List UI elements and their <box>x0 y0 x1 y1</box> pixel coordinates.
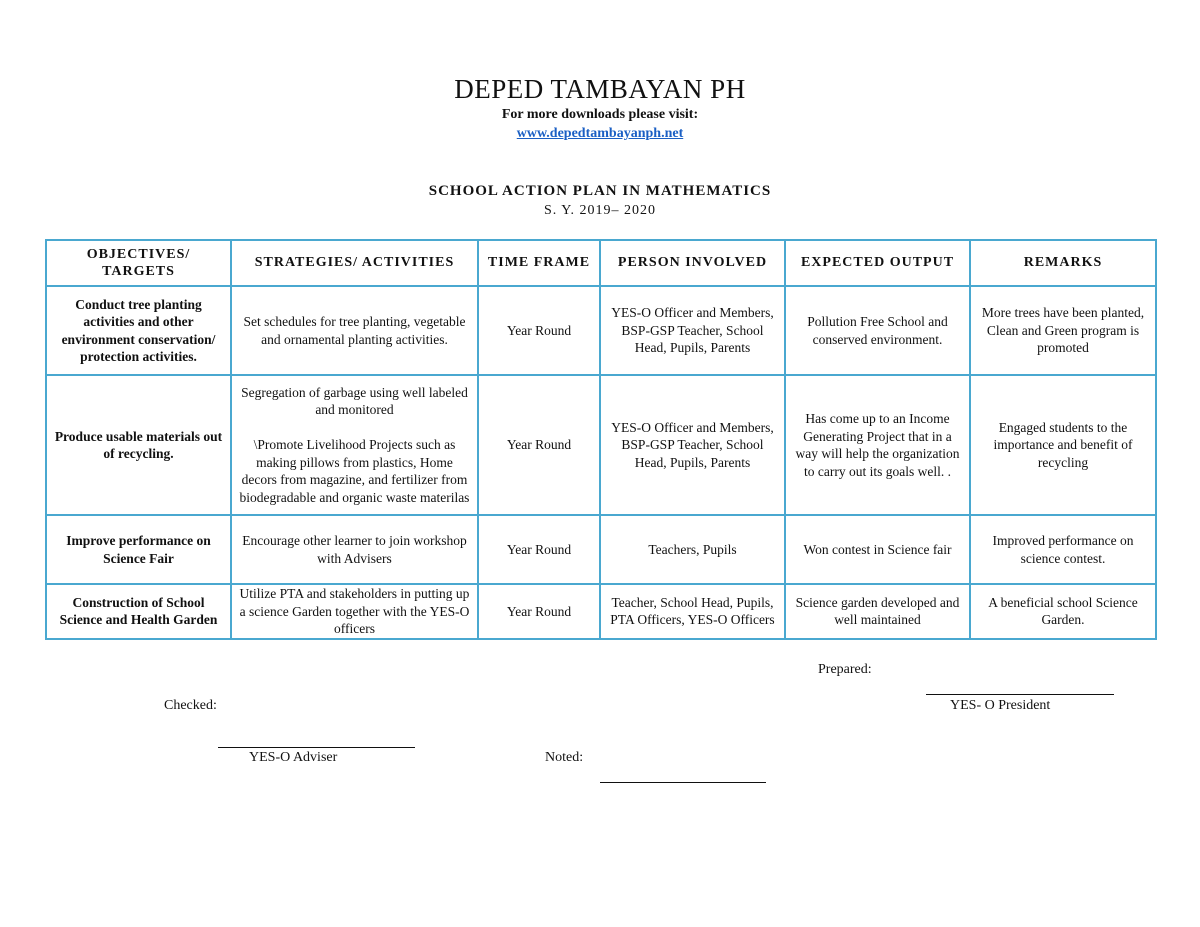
time-frame-cell: Year Round <box>478 515 600 584</box>
remarks-cell: More trees have been planted, Clean and Green program is promoted <box>970 286 1156 375</box>
objective-cell: Improve performance on Science Fair <box>46 515 231 584</box>
strategy-cell: Set schedules for tree planting, vegetable and ornamental planting activities. <box>231 286 478 375</box>
output-cell: Pollution Free School and conserved environment. <box>785 286 970 375</box>
person-cell: YES-O Officer and Members, BSP-GSP Teacher, School Head, Pupils, Parents <box>600 375 785 515</box>
adviser-signature-line <box>218 747 415 748</box>
prepared-label: Prepared: <box>818 662 872 677</box>
president-role: YES- O President <box>950 698 1051 713</box>
action-plan-table <box>45 239 1157 640</box>
output-cell: Science garden developed and well maintained <box>785 584 970 639</box>
brand-title: DEPED TAMBAYAN PH <box>454 74 746 104</box>
remarks-cell: Improved performance on science contest. <box>970 515 1156 584</box>
time-frame-cell: Year Round <box>478 286 600 375</box>
header-strategies: STRATEGIES/ ACTIVITIES <box>231 240 478 286</box>
objective-cell: Construction of School Science and Health Garden <box>46 584 231 639</box>
output-cell: Won contest in Science fair <box>785 515 970 584</box>
remarks-cell: A beneficial school Science Garden. <box>970 584 1156 639</box>
table-row <box>46 584 1156 639</box>
time-frame-cell: Year Round <box>478 584 600 639</box>
noted-signature-line <box>600 782 766 783</box>
table-row <box>46 286 1156 375</box>
document-title: SCHOOL ACTION PLAN IN MATHEMATICS <box>428 183 772 199</box>
header-objectives: OBJECTIVES/ TARGETS <box>46 240 231 286</box>
person-cell: YES-O Officer and Members, BSP-GSP Teacher, School Head, Pupils, Parents <box>600 286 785 375</box>
noted-label: Noted: <box>545 750 584 765</box>
person-cell: Teachers, Pupils <box>600 515 785 584</box>
table-header-row <box>46 240 1156 286</box>
table-row <box>46 375 1156 515</box>
header-person-involved: PERSON INVOLVED <box>600 240 785 286</box>
downloads-subtitle: For more downloads please visit: <box>501 107 699 122</box>
table-row <box>46 515 1156 584</box>
output-cell: Has come up to an Income Generating Project that in a way will help the organization to carry out its goals well. . <box>785 375 970 515</box>
objective-cell: Produce usable materials out of recycling. <box>46 375 231 515</box>
time-frame-cell: Year Round <box>478 375 600 515</box>
checked-label: Checked: <box>164 698 217 713</box>
remarks-cell: Engaged students to the importance and benefit of recycling <box>970 375 1156 515</box>
header-expected-output: EXPECTED OUTPUT <box>785 240 970 286</box>
strategy-cell: Segregation of garbage using well labeled and monitored \Promote Livelihood Projects such as making pillows from plastics, Home decors from magazine, and fertilizer from biodegradable and organic waste materilas <box>231 375 478 515</box>
header-remarks: REMARKS <box>970 240 1156 286</box>
person-cell: Teacher, School Head, Pupils, PTA Officers, YES-O Officers <box>600 584 785 639</box>
school-year: S. Y. 2019– 2020 <box>543 203 657 218</box>
strategy-cell: Encourage other learner to join workshop with Advisers <box>231 515 478 584</box>
objective-cell: Conduct tree planting activities and other environment conservation/ protection activities. <box>46 286 231 375</box>
website-link-wrap <box>0 126 1200 142</box>
adviser-role: YES-O Adviser <box>249 750 338 765</box>
website-link[interactable]: www.depedtambayanph.net <box>516 126 684 141</box>
strategy-cell: Utilize PTA and stakeholders in putting up a science Garden together with the YES-O officers <box>231 584 478 639</box>
president-signature-line <box>926 694 1114 695</box>
header-time-frame: TIME FRAME <box>478 240 600 286</box>
